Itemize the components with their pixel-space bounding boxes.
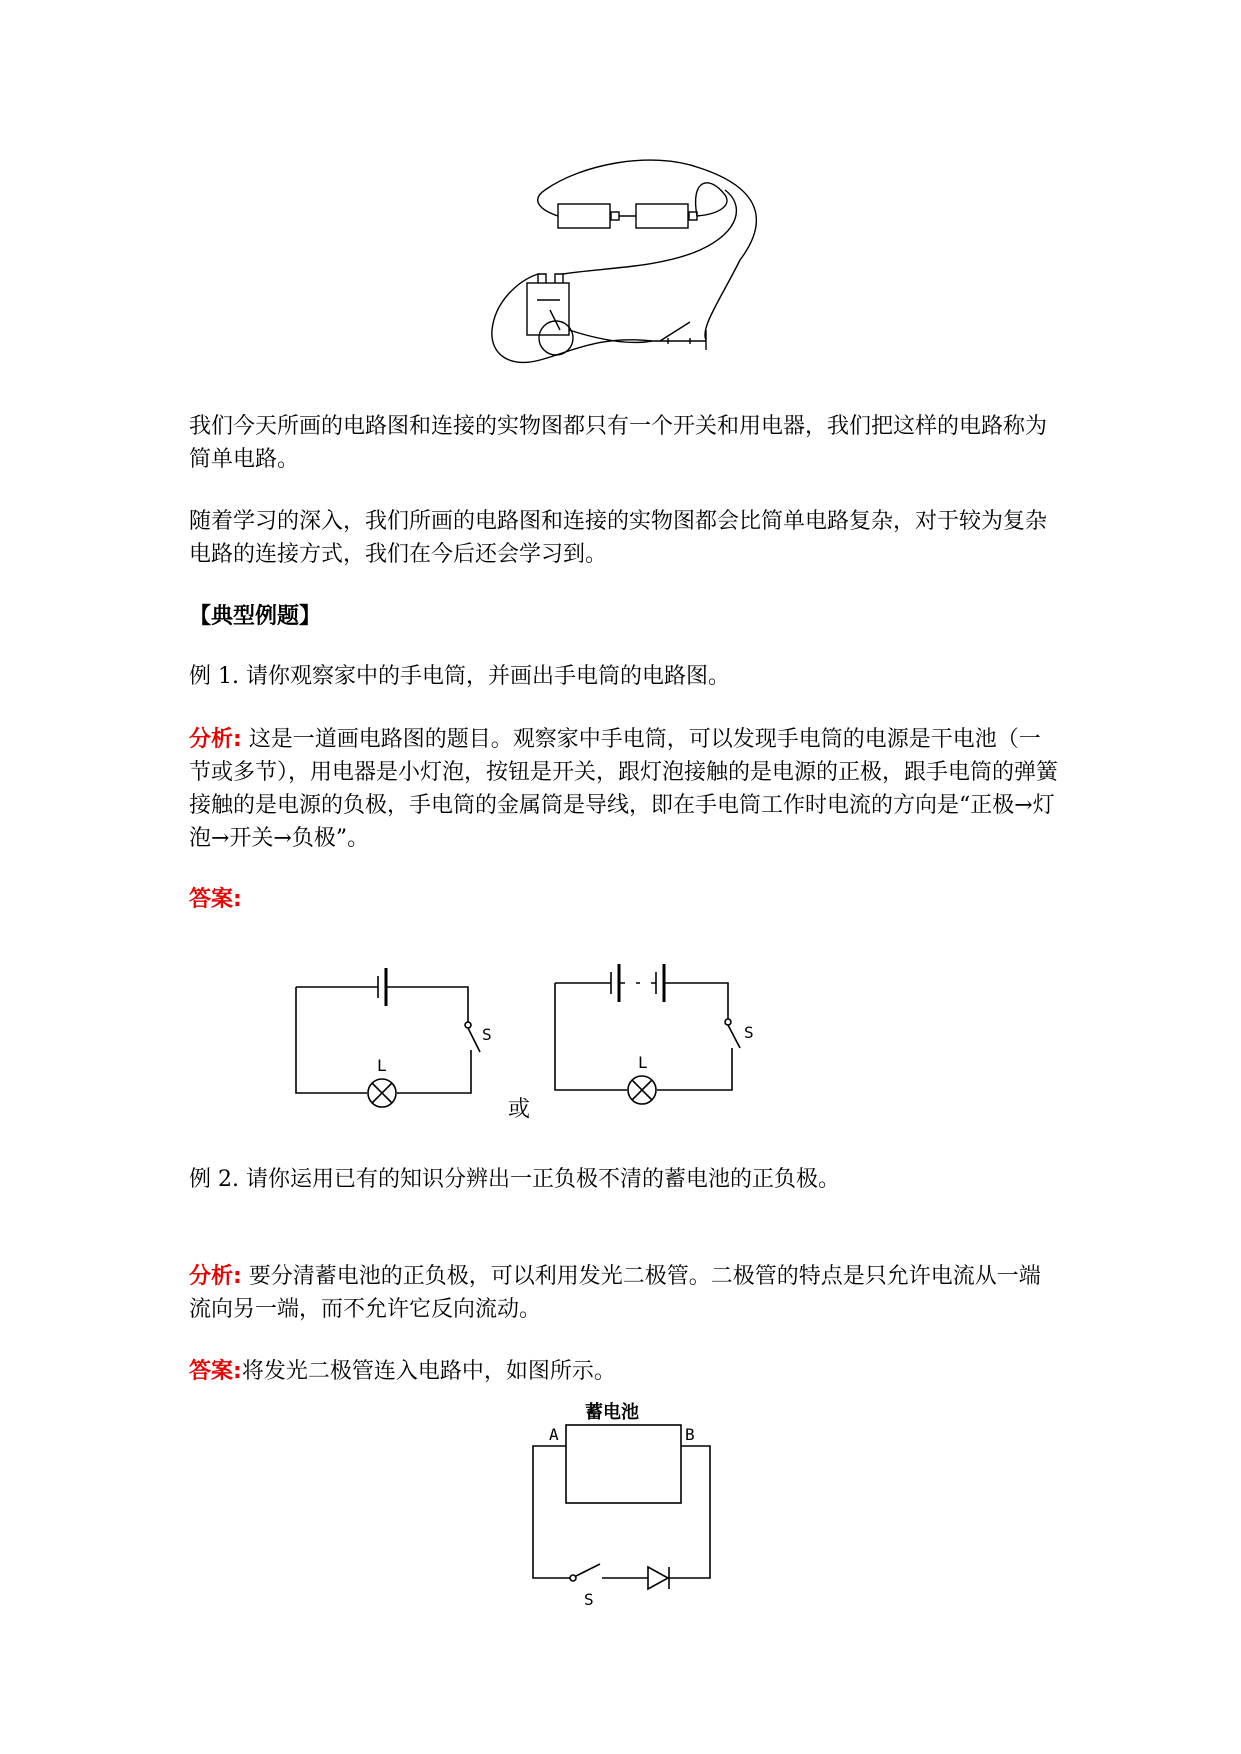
example-1-question: 例 1. 请你观察家中的手电筒，并画出手电筒的电路图。	[189, 664, 730, 689]
analysis-label-2: 分析:	[189, 1264, 242, 1289]
or-text: 或	[508, 1097, 531, 1122]
section-title: 【典型例题】	[189, 604, 322, 629]
lamp-label-diagram2: L	[638, 1053, 648, 1072]
switch-label-diagram3: S	[584, 1590, 594, 1609]
analysis-text: 这是一道画电路图的题目。观察家中手电筒，可以发现手电筒的电源是干电池（一节或多节），用电器是小灯泡，按钮是开关，跟灯泡接触的是电源的正极，跟手电筒的弹簧接触的是电源的负极，手电筒的金属筒是导线，即在手电筒工作时电流的方向是“正极→灯泡→开关→负极”。	[189, 727, 1059, 851]
paragraph-complex-circuit: 随着学习的深入，我们所画的电路图和连接的实物图都会比简单电路复杂，对于较为复杂电路的连接方式，我们在今后还会学习到。	[189, 509, 1048, 567]
paragraph-simple-circuit: 我们今天所画的电路图和连接的实物图都只有一个开关和用电器，我们把这样的电路称为简单电路。	[189, 414, 1048, 472]
analysis-label: 分析:	[189, 727, 242, 752]
battery-title: 蓄电池	[585, 1402, 639, 1423]
answer-label: 答案:	[189, 887, 242, 912]
terminal-b-label: B	[685, 1425, 695, 1444]
example-2-question: 例 2. 请你运用已有的知识分辨出一正负极不清的蓄电池的正负极。	[189, 1167, 840, 1192]
lamp-label-diagram1: L	[377, 1056, 387, 1075]
answer-label-2: 答案:	[189, 1359, 242, 1384]
terminal-a-label: A	[549, 1425, 559, 1444]
switch-label-diagram1: S	[482, 1025, 492, 1044]
analysis-text-2: 要分清蓄电池的正负极，可以利用发光二极管。二极管的特点是只允许电流从一端流向另一端，而不允许它反向流动。	[189, 1264, 1041, 1322]
switch-label-diagram2: S	[744, 1023, 754, 1042]
answer-text-2: 将发光二极管连入电路中，如图所示。	[241, 1359, 616, 1384]
